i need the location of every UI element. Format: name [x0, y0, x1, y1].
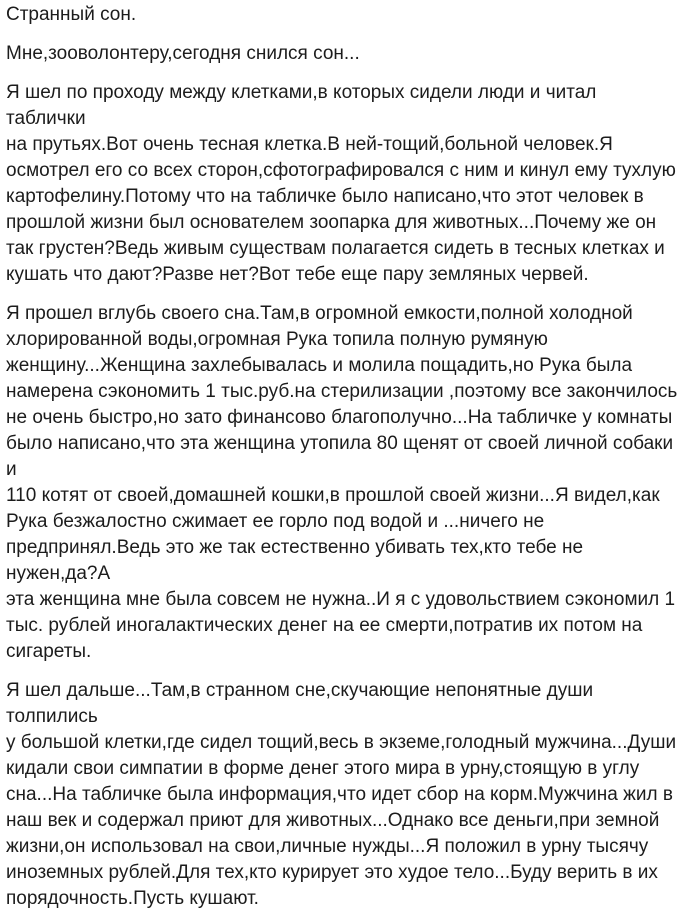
- paragraph-intro: Мне,зооволонтеру,сегодня снился сон...: [6, 43, 360, 64]
- paragraph-water-tank: Я прошел вглубь своего сна.Там,в огромной емкости,полной холодной хлорированной воды,огромная Рука топила полную румяную женщину...Женщина захлебывалась и молила пощадить,но Рука была намерена сэкономить 1 тыс.руб.на стерилизации ,поэтому все закончилось не очень быстро,но зато финансово благополучно...На табличке у комнаты было написано,что эта женщина утопила 80 щенят от своей личной собаки и 110 котят от своей,домашней кошки,в прошлой своей жизни...Я видел,как Рука безжалостно сжимает ее горло под водой и ...ничего не предпринял.Ведь это же так естественно убивать тех,кто тебе не нужен,да?А эта женщина мне была совсем не нужна..И я с удовольствием сэкономил 1 тыс. рублей иногалактических денег на ее смерти,потратив их потом на сигареты.: [6, 303, 678, 662]
- post-title: Странный сон.: [6, 4, 137, 25]
- paragraph-first-cage: Я шел по проходу между клетками,в которых сидели люди и читал таблички на прутьях.Вот очень тесная клетка.В ней-тощий,больной человек.Я осмотрел его со всех сторон,сфотографировался с ним и кинул ему тухлую картофелину.Потому что на табличке было написано,что этот человек в прошлой жизни был основателем зоопарка для животных...Почему же он так грустен?Ведь живым существам полагается сидеть в тесных клетках и кушать что дают?Разве нет?Вот тебе еще пару земляных червей.: [6, 82, 676, 285]
- paragraph-donation-urn: Я шел дальше...Там,в странном сне,скучающие непонятные души толпились у большой клетки,где сидел тощий,весь в экземе,голодный мужчина...Души кидали свои симпатии в форме денег этого мира в урну,стоящую в углу сна...На табличке была информация,что идет сбор на корм.Мужчина жил в наш век и содержал приют для животных...Однако все деньги,при земной жизни,он использовал на свои,личные нужды...Я положил в урну тысячу иноземных рублей.Для тех,кто курирует это худое тело...Буду верить в их порядочность.Пусть кушают.: [6, 680, 677, 909]
